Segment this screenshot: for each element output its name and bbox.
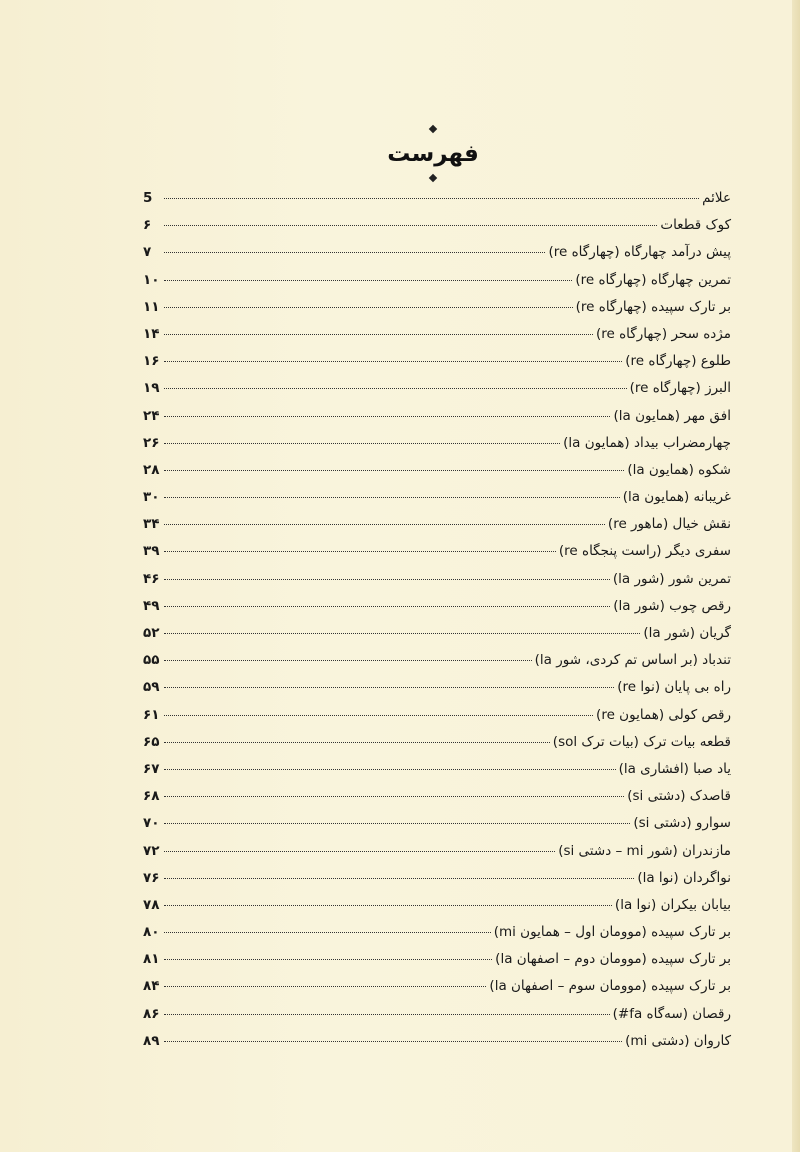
dot-leader [164, 796, 624, 797]
dot-leader [164, 497, 620, 498]
toc-entry-title: سفری دیگر (راست پنجگاه re) [558, 543, 731, 560]
toc-entry-title: قاصدک (دشتی si) [627, 788, 731, 805]
toc-entry-page-number: ۷۲ [143, 842, 160, 859]
toc-entry [143, 892, 731, 919]
toc-entry-page-number: ۲۸ [143, 461, 160, 478]
toc-entry-title: راه بی پایان (نوا re) [617, 679, 731, 696]
toc-entry [143, 810, 731, 837]
toc-entry-page-number: ۴۹ [143, 597, 160, 614]
toc-entry [143, 620, 731, 647]
toc-entry-page-number: 5 [143, 190, 153, 206]
dot-leader [164, 878, 634, 879]
dot-leader [164, 388, 627, 389]
toc-entry-title: تمرین شور (شور la) [612, 570, 731, 587]
toc-entry-page-number: ۸۱ [143, 951, 160, 968]
toc-entry [143, 566, 731, 593]
dot-leader [164, 932, 491, 933]
toc-entry-title: غریبانه (همایون la) [622, 489, 731, 506]
toc-entry-page-number: ۱۱ [143, 298, 160, 315]
dot-leader [164, 443, 560, 444]
toc-entry [143, 1001, 731, 1028]
toc-entry-title: افق مهر (همایون la) [613, 407, 731, 424]
page-title: فهرست [387, 141, 479, 167]
toc-entry-title: گریان (شور la) [643, 625, 731, 641]
dot-leader [164, 524, 605, 525]
dot-leader [164, 769, 616, 770]
toc-entry-title: البرز (چهارگاه re) [629, 380, 731, 397]
toc-entry-page-number: ۶۱ [143, 706, 160, 723]
toc-entry [143, 919, 731, 946]
toc-entry-page-number: ۳۴ [143, 516, 160, 533]
toc-entry-page-number: ۶۸ [143, 788, 160, 805]
toc-entry-page-number: ۲۶ [143, 434, 160, 451]
toc-entry-page-number: ۷ [143, 244, 152, 261]
toc-entry [143, 511, 731, 538]
toc-entry [143, 239, 731, 266]
dot-leader [164, 660, 532, 661]
toc-entry-title: تمرین چهارگاه (چهارگاه re) [575, 271, 731, 288]
dot-leader [164, 905, 612, 906]
dot-leader [164, 416, 610, 417]
toc-entry [143, 674, 731, 701]
toc-entry-page-number: ۷۸ [143, 896, 160, 913]
dot-leader [164, 1014, 610, 1015]
toc-entry-title: بیابان بیکران (نوا la) [614, 896, 731, 913]
dot-leader [164, 334, 593, 335]
dot-leader [164, 361, 622, 362]
toc-entry [143, 756, 731, 783]
dot-leader [164, 579, 610, 580]
toc-entry-page-number: ۸۹ [143, 1032, 160, 1049]
toc-entry-title: سوارو (دشتی si) [633, 815, 731, 832]
dot-leader [164, 823, 630, 824]
toc-entry-page-number: ۶۷ [143, 760, 160, 777]
dot-leader [164, 551, 556, 552]
diamond-ornament-bottom-icon [429, 174, 437, 182]
dot-leader [164, 307, 573, 308]
toc-entry [143, 865, 731, 892]
toc-entry-title: بر تارک سپیده (موومان دوم – اصفهان la) [495, 951, 731, 968]
toc-entry-title: نواگردان (نوا la) [637, 869, 731, 886]
toc-entry [143, 430, 731, 457]
toc-entry [143, 729, 731, 756]
toc-entry-title: یاد صبا (افشاری la) [618, 760, 731, 777]
toc-entry-title: شکوه (همایون la) [627, 461, 731, 478]
toc-entry-title: بر تارک سپیده (موومان اول – همایون mi) [493, 924, 731, 941]
toc-entry-title: تندباد (بر اساس تم کردی، شور la) [534, 652, 731, 669]
toc-entry-title: نقش خیال (ماهور re) [607, 516, 731, 533]
toc-entry [143, 593, 731, 620]
toc-entry-page-number: ۸۶ [143, 1005, 160, 1022]
toc-entry [143, 321, 731, 348]
dot-leader [164, 687, 614, 688]
toc-entry-page-number: ۶۵ [143, 733, 160, 750]
toc-entry-title: بر تارک سپیده (موومان سوم – اصفهان la) [489, 978, 731, 995]
toc-entry [143, 838, 731, 865]
toc-entry-page-number: ۷۶ [143, 869, 160, 886]
toc-entry-title: مژده سحر (چهارگاه re) [595, 325, 731, 342]
dot-leader [164, 742, 550, 743]
toc-entry-title: رقص چوب (شور la) [613, 597, 731, 614]
toc-entry-page-number: ۱۶ [143, 353, 160, 370]
dot-leader [164, 986, 486, 987]
dot-leader [164, 252, 545, 253]
page-edge [792, 0, 800, 1152]
toc-entry-title: قطعه بیات ترک (بیات ترک sol) [552, 733, 731, 750]
dot-leader [164, 851, 555, 852]
toc-entry-page-number: ۱۰ [143, 271, 160, 288]
toc-entry-page-number: ۶ [143, 217, 152, 234]
toc-entry-title: رقصان (سه‌گاه fa#) [612, 1005, 731, 1022]
toc-entry [143, 403, 731, 430]
dot-leader [164, 959, 492, 960]
dot-leader [164, 280, 572, 281]
toc-entry [143, 185, 731, 212]
toc-entry-title: بر تارک سپیده (چهارگاه re) [575, 298, 731, 315]
toc-entry [143, 294, 731, 321]
toc-entry-title: علائم [702, 190, 731, 206]
toc-entry [143, 702, 731, 729]
toc-entry-page-number: ۲۴ [143, 407, 160, 424]
toc-entry [143, 484, 731, 511]
toc-entry [143, 973, 731, 1000]
toc-entry-page-number: ۵۹ [143, 679, 160, 696]
toc-entry-page-number: ۵۲ [143, 625, 160, 641]
toc-entry-title: کاروان (دشتی mi) [625, 1032, 731, 1049]
dot-leader [164, 198, 699, 199]
table-of-contents [143, 185, 731, 1055]
dot-leader [164, 470, 624, 471]
toc-entry-page-number: ۳۰ [143, 489, 160, 506]
toc-entry [143, 538, 731, 565]
toc-entry-title: چهارمضراب بیداد (همایون la) [563, 434, 731, 451]
diamond-ornament-top-icon [429, 125, 437, 133]
toc-entry-title: کوک قطعات [660, 217, 731, 234]
toc-entry-title: پیش درآمد چهارگاه (چهارگاه re) [548, 244, 731, 261]
toc-entry [143, 267, 731, 294]
toc-entry-page-number: ۷۰ [143, 815, 160, 832]
toc-entry [143, 212, 731, 239]
dot-leader [164, 633, 640, 634]
toc-entry-page-number: ۱۴ [143, 325, 160, 342]
toc-entry [143, 348, 731, 375]
dot-leader [164, 715, 593, 716]
toc-entry-page-number: ۵۵ [143, 652, 160, 669]
toc-entry [143, 647, 731, 674]
toc-entry-page-number: ۸۰ [143, 924, 160, 941]
dot-leader [164, 606, 610, 607]
toc-entry-page-number: ۱۹ [143, 380, 160, 397]
toc-entry [143, 375, 731, 402]
toc-entry [143, 1028, 731, 1055]
toc-entry [143, 457, 731, 484]
toc-entry-title: رقص کولی (همایون re) [596, 706, 731, 723]
dot-leader [164, 1041, 622, 1042]
toc-entry-page-number: ۴۶ [143, 570, 160, 587]
dot-leader [164, 225, 657, 226]
toc-entry [143, 783, 731, 810]
toc-entry-title: طلوع (چهارگاه re) [625, 353, 731, 370]
toc-entry-page-number: ۸۴ [143, 978, 160, 995]
toc-entry-page-number: ۳۹ [143, 543, 160, 560]
toc-entry-title: مازندران (شور mi – دشتی si) [558, 842, 731, 859]
toc-entry [143, 946, 731, 973]
